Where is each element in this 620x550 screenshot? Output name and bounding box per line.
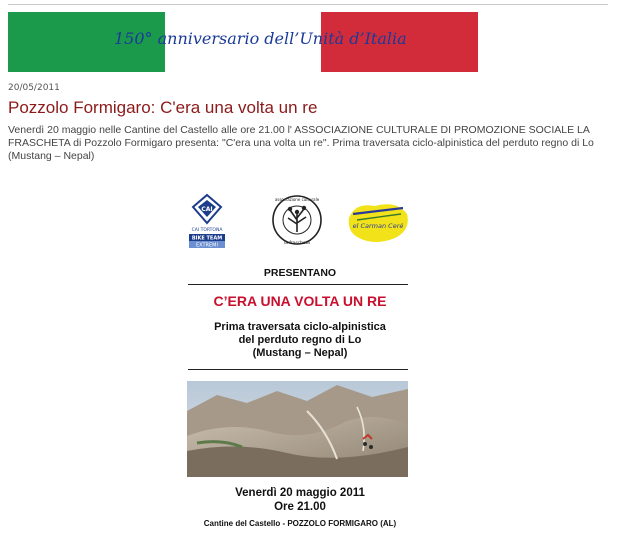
svg-text:el Carman Ceré: el Carman Ceré — [352, 222, 404, 230]
post-title-link[interactable]: Pozzolo Formigaro: C'era una volta un re — [8, 98, 318, 117]
banner-text: 150° anniversario dell’Unità d’Italia — [114, 29, 407, 48]
mountain-photo — [187, 381, 408, 477]
post-date: 20/05/2011 — [8, 83, 60, 93]
cai-tortona-logo — [186, 193, 228, 249]
svg-text:CAI: CAI — [201, 206, 213, 213]
poster-venue: Cantine del Castello - POZZOLO FORMIGARO (AL) — [203, 519, 397, 528]
frascheta-logo — [272, 192, 322, 248]
poster-presentano: PRESENTANO — [263, 267, 337, 279]
poster-subtitle — [180, 321, 420, 360]
svg-text:BIKE TEAM: BIKE TEAM — [191, 235, 223, 242]
event-poster-image — [180, 188, 420, 538]
poster-divider-top — [188, 284, 408, 285]
poster-divider-bottom — [188, 369, 408, 370]
svg-text:CAI TORTONA: CAI TORTONA — [191, 228, 223, 233]
poster-date — [180, 486, 420, 514]
yellow-club-logo — [345, 198, 411, 246]
top-divider — [8, 4, 608, 5]
post-body: Venerdì 20 maggio nelle Cantine del Castello alle ore 21.00 l' ASSOCIAZIONE CULTURALE DI PROMOZIONE SOCIALE LA FRASCHETA di Pozzolo Formigaro presenta: "C'era una volta un re". Prima traversata ciclo-alpinistica del perduto regno di Lo (Mustang – Nepal) — [8, 124, 594, 162]
poster-subtitle-line3: (Mustang – Nepal) — [252, 347, 348, 359]
poster-subtitle-line1: Prima traversata ciclo-alpinistica — [214, 321, 386, 333]
poster-title: C’ERA UNA VOLTA UN RE — [213, 293, 387, 309]
poster-date-line2: Ore 21.00 — [274, 501, 326, 513]
poster-date-line1: Venerdì 20 maggio 2011 — [235, 487, 365, 499]
poster-subtitle-line2: del perduto regno di Lo — [238, 334, 362, 346]
svg-text:EXTREMI: EXTREMI — [196, 242, 218, 249]
anniversary-banner — [8, 12, 478, 72]
svg-text:associazione culturale: associazione culturale — [274, 197, 320, 202]
svg-text:la frascheta: la frascheta — [284, 241, 310, 246]
